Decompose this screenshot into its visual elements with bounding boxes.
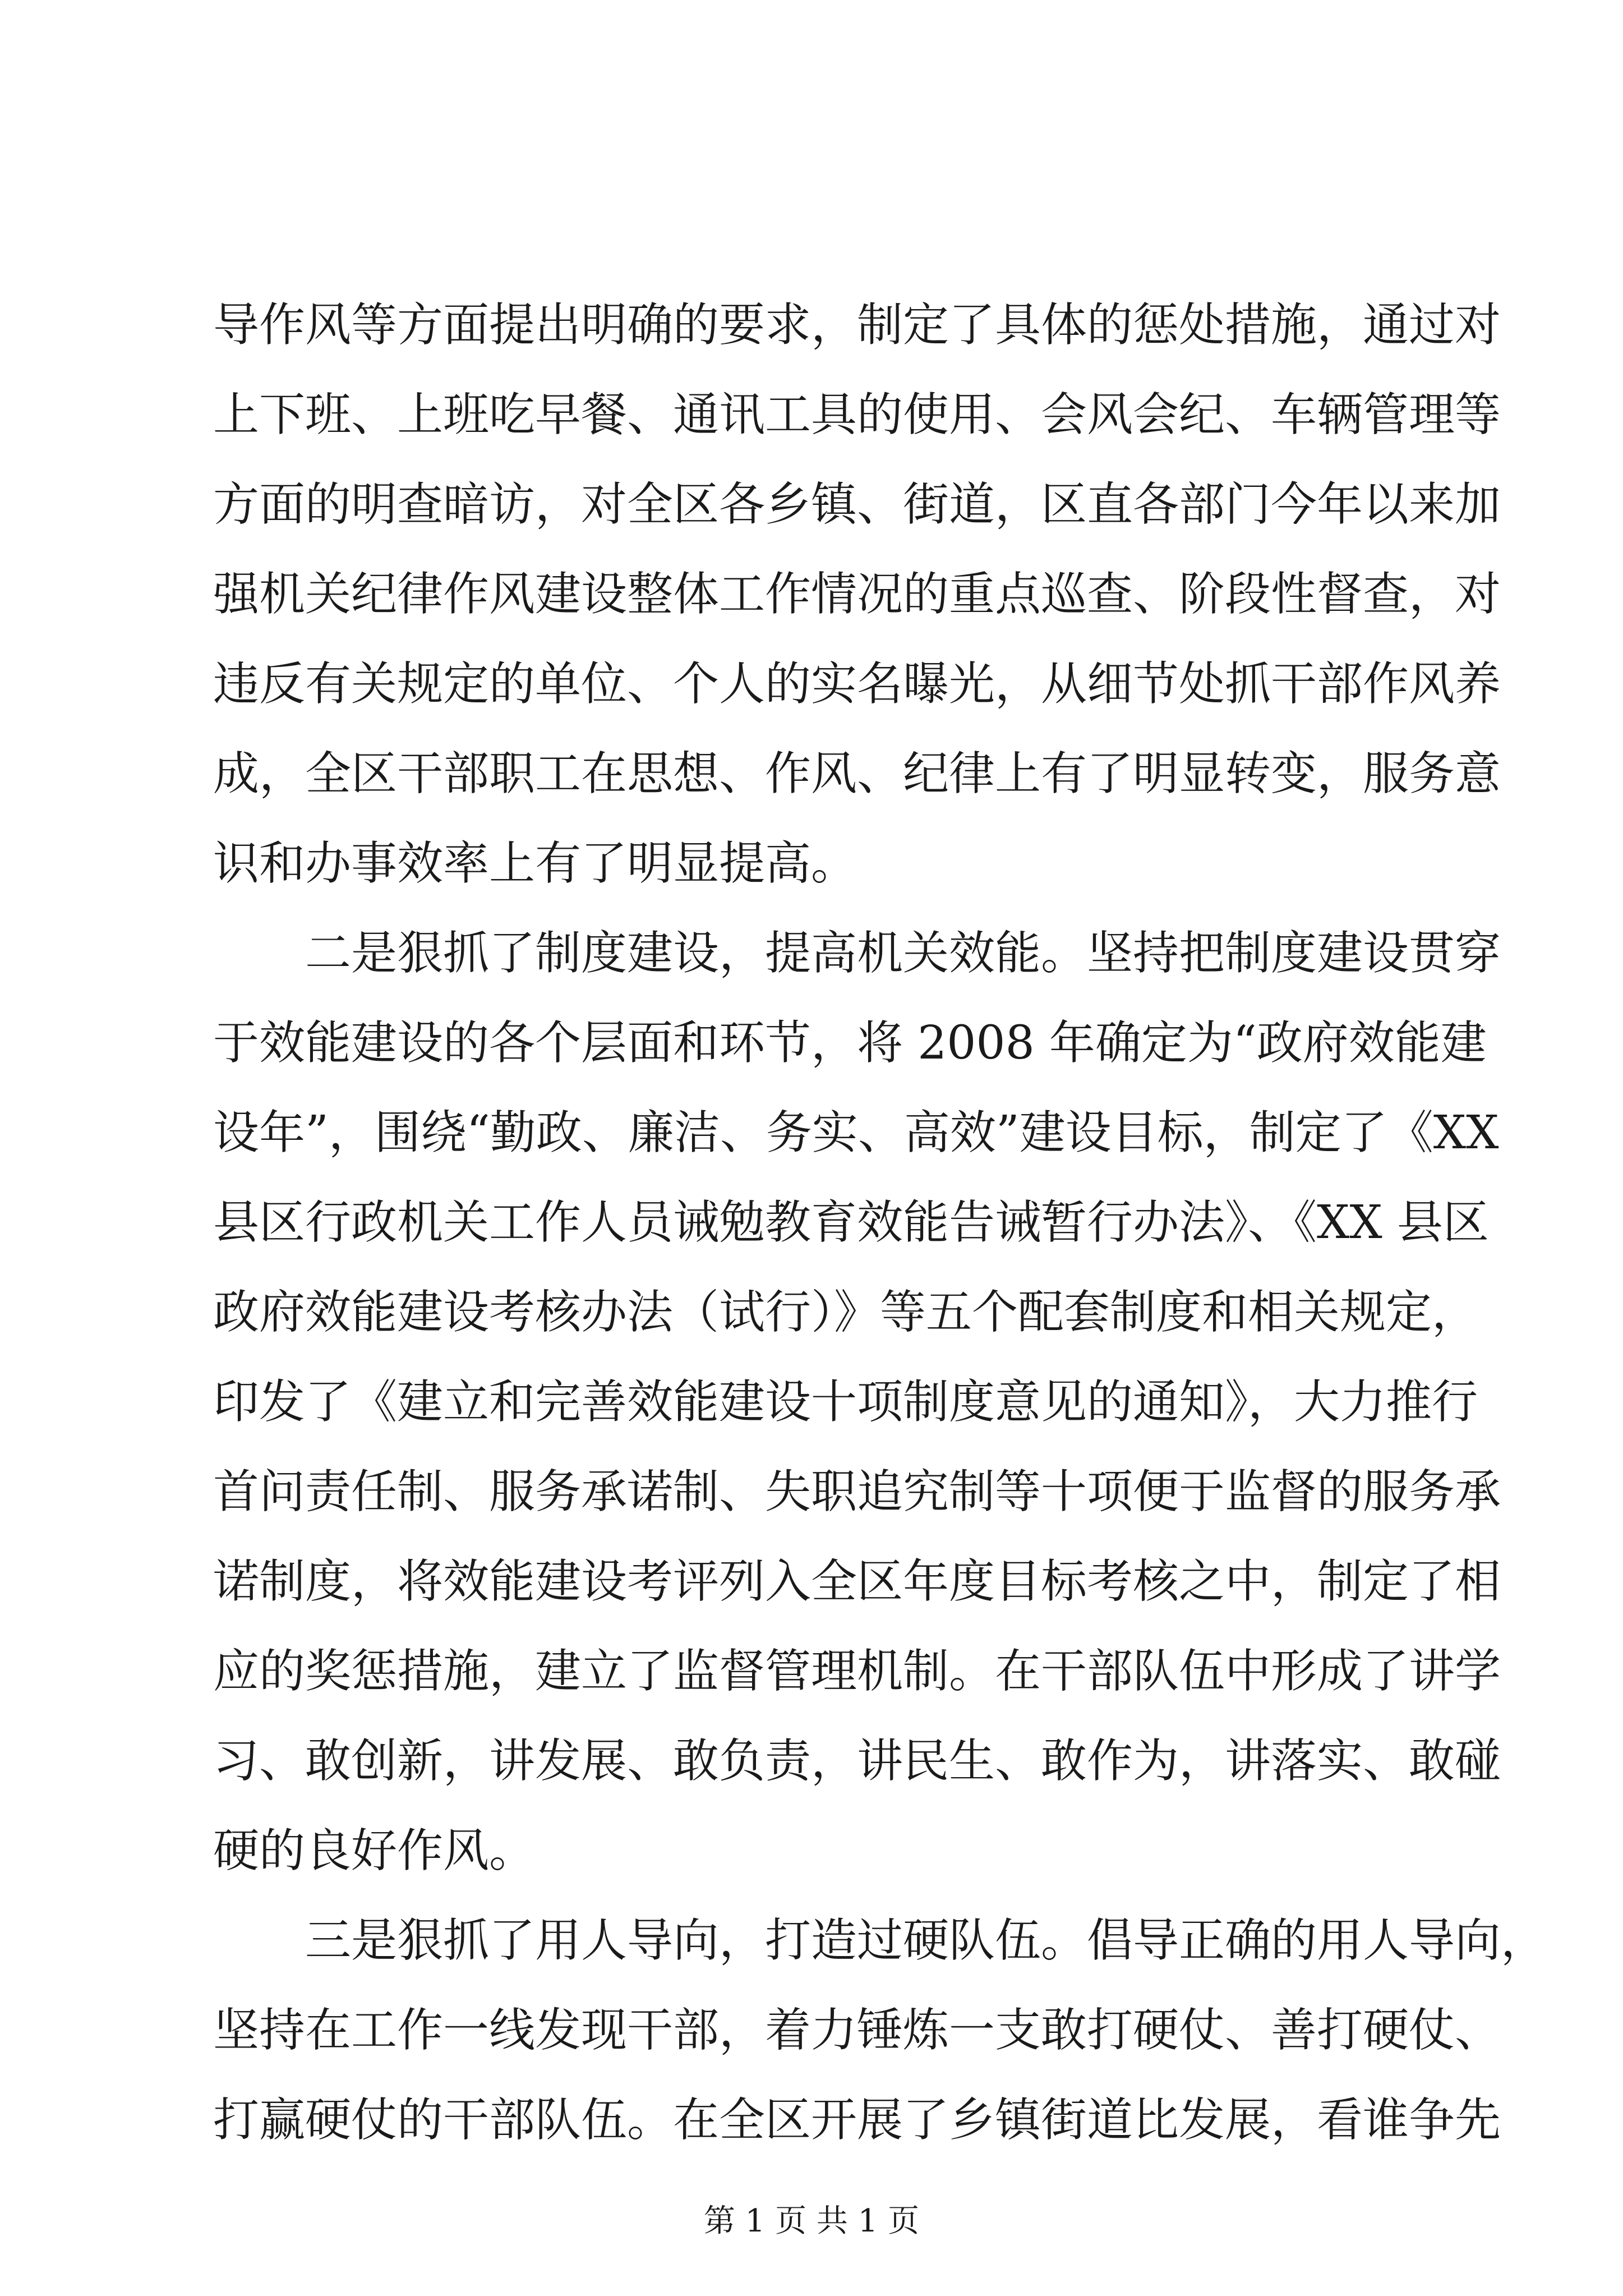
text-line: 强机关纪律作风建设整体工作情况的重点巡查、阶段性督查，对 (213, 568, 1501, 621)
text-line: 成，全区干部职工在思想、作风、纪律上有了明显转变，服务意 (213, 747, 1501, 800)
text-line: 设年”，围绕“勤政、廉洁、务实、高效”建设目标，制定了《XX (213, 1106, 1499, 1159)
text-line: 识和办事效率上有了明显提高。 (213, 837, 857, 890)
text-line: 导作风等方面提出明确的要求，制定了具体的惩处措施，通过对 (213, 298, 1501, 352)
text-line: 坚持在工作一线发现干部，着力锤炼一支敢打硬仗、善打硬仗、 (213, 2004, 1501, 2057)
text-line: 首问责任制、服务承诺制、失职追究制等十项便于监督的服务承 (213, 1465, 1501, 1519)
text-line: 印发了《建立和完善效能建设十项制度意见的通知》，大力推行 (213, 1375, 1478, 1429)
text-line: 县区行政机关工作人员诫勉教育效能告诫暂行办法》、《XX 县区 (213, 1196, 1489, 1249)
paragraph-start-line: 二是狠抓了制度建设，提高机关效能。坚持把制度建设贯穿 (213, 927, 1501, 980)
text-line: 方面的明查暗访，对全区各乡镇、街道，区直各部门今年以来加 (213, 478, 1501, 531)
text-line: 硬的良好作风。 (213, 1824, 536, 1878)
text-line: 违反有关规定的单位、个人的实名曝光，从细节处抓干部作风养 (213, 657, 1501, 711)
text-line: 打赢硬仗的干部队伍。在全区开展了乡镇街道比发展，看谁争先 (213, 2093, 1501, 2147)
text-line: 应的奖惩措施，建立了监督管理机制。在干部队伍中形成了讲学 (213, 1645, 1501, 1698)
text-line: 上下班、上班吃早餐、通讯工具的使用、会风会纪、车辆管理等 (213, 388, 1501, 441)
text-line: 于效能建设的各个层面和环节，将 2008 年确定为“政府效能建 (213, 1016, 1487, 1070)
text-line: 政府效能建设考核办法（试行）》等五个配套制度和相关规定， (213, 1286, 1478, 1339)
text-line: 诺制度，将效能建设考评列入全区年度目标考核之中，制定了相 (213, 1555, 1501, 1608)
paragraph-start-line: 三是狠抓了用人导向，打造过硬队伍。倡导正确的用人导向， (213, 1914, 1547, 1967)
text-line: 习、敢创新，讲发展、敢负责，讲民生、敢作为，讲落实、敢碰 (213, 1734, 1501, 1788)
page-footer: 第 1 页 共 1 页 (703, 2203, 920, 2239)
